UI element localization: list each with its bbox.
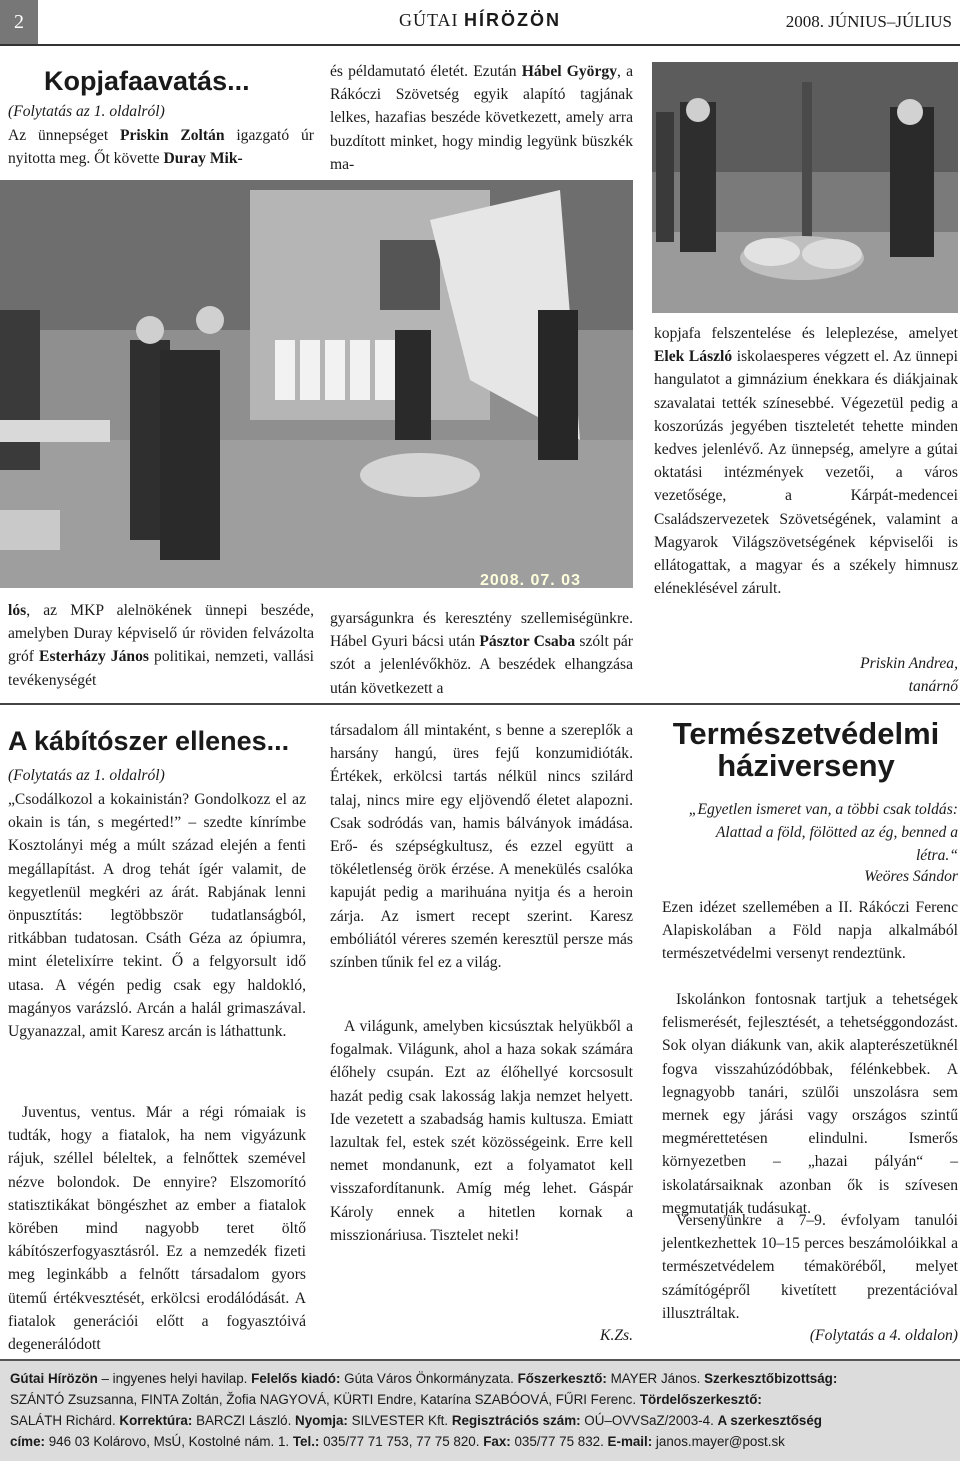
article2-col1-p2: Juventus, ventus. Már a régi rómaiak is tudták, hogy a fiatalok, ha nem vigyázunk rájuk, széllel béleltek, a felnőttek szemével nézve bolondok. De ennyire? Elszomorító statisztikákat böngészhet az ember a fiatalok körében mind nagyobb teret öltő kábítószerfogyasztásról. Ez a nemzedék fizeti meg leginkább a felnőtt társadalom gyors ütemű értékvesztését, erkölcsi erodálódását. A fiatalok generációi előtt a fogyasztóivá degenerálódott [8,1104,306,1354]
article1-col3: kopjafa felszentelése és leleplezése, amelyet Elek László iskolaesperes végzett el. Az ünnepi hangulatot a gimnázium énekkara és diákjainak szavalatai tették színesebbé. Végezetül pedig a koszorúzás jegyében tiszteletét tehette minden kedves jelenlévő. Az ünnepség, amelyre a gútai oktatási intézmények vezetői, a város vezetősége, a Kárpát-medencei Családszervezetek Szövetségének, valamint a Magyarok Világszövetségének képviselői is ellátogattak, a magyar és a székely himnusz eléneklésével zárult. [654,325,959,598]
nature-quote: „Egyetlen ismeret van, a többi csak toldás: Alattad a föld, fölötted az ég, benned a létra.“ [688,801,958,865]
article-title-drugs: A kábítószer ellenes... [8,726,290,756]
header-rule [0,44,960,46]
imprint-line-3: SALÁTH Richárd. Korrektúra: BARCZI László. Nyomja: SILVESTER Kft. Regisztrációs szám: OÚ–OVVSaZ/2003-4. A szerkesztőség [10,1413,822,1428]
article1-author: Priskin Andrea, tanárnő [860,655,958,696]
article2-col1: „Csodálkozol a kokainistán? Gondolkozz el az okain is tán, s megérted!” – szedte kínrímbe Kosztolányi még a múlt század elején a fenti megállapítást. A drog tehát ígér valamit, de kegyetlenül megkéri az árát. Rabjának lenni önpusztítás: legtöbbször tudatlanságból, ritkábban tudatosan. Csáth Géza az ópiumra, mint életelixírre tekint. Ő a felgyorsult idő utasa. A végén pedig csak egy haldokló, magányos varázsló. Arcán a halál grimaszával. Ugyanazzal, amit Karesz arcán is láthattunk. [8,791,306,1041]
nature-quote-author: Weöres Sándor [864,868,958,885]
article1-col2-bottom: gyarságunkra és keresztény szellemiségünkre. Hábel Gyuri bácsi után Pásztor Csaba szólt pár szót a jelenlévőkhöz. A beszédek elhangzása után következett a [330,610,633,697]
article3-continued: (Folytatás a 4. oldalon) [809,1327,958,1344]
photo-date-stamp: 2008. 07. 03 [480,572,581,588]
continued-from-note: (Folytatás az 1. oldalról) [8,103,165,120]
article1-col2-top: és példamutató életét. Ezután Hábel György, a Rákóczi Szövetség egyik alapító tagjának lelkes, hazafias beszéde következett, amely arra buzdított minket, hogy mindig legyünk büszkék ma- [330,63,633,173]
article2-col2-p2: A világunk, amelyben kicsúsztak helyükből a fogalmak. Világunk, ahol a haza sokak számára élőhely csupán. Ezt az élőhellyé korcsosult hazát pedig csak lakosság lakja nemzet helyett. Ide vezetett a szabadság hamis kultusza. Emiatt lazultak fel, estek szét közösségeink. Erre kell nemet mondanunk, ezt a folyamatot kell visszafordítanunk. Amíg még lehet. Gáspár Károly ennek a hitetlen kornak a misszionáriusa. Tisztelet neki! [330,1018,633,1244]
page-number: 2 [0,0,38,44]
masthead-main: HÍRÖZÖN [464,10,562,30]
issue-date: 2008. JÚNIUS–JÚLIUS [785,12,952,31]
article3-p3: Versenyünkre a 7–9. évfolyam tanulói jelentkezhettek 10–15 perces beszámolóikkal a természetvédelem témaköréből, melyet számítógépről kivetített prezentációval illusztráltak. [662,1212,958,1322]
email-link[interactable]: janos.mayer@post.sk [652,1434,785,1449]
continued-from-note-2: (Folytatás az 1. oldalról) [8,767,165,784]
article3-p2: Iskolánkon fontosnak tartjuk a tehetségek felismerését, fejlesztését, a tehetséggondozást. Sok olyan diákunk van, akik alapterészetüknél fogva visszahúzódóbbak, félénkebbek. A legnagyobb tanári, szülői unszolásra sem mernek egy járási vagy országos szintű megmérettetésen elindulni. Ismerős környezetben – „hazai pályán“ – iskolatársaiknak azonban ők is szívesen megmutatják tudásukat. [662,991,958,1217]
imprint-line-1: Gútai Hírözön – ingyenes helyi havilap. Felelős kiadó: Gúta Város Önkormányzata. Főszerkesztő: MAYER János. Szerkesztőbizottság: [10,1371,838,1386]
imprint-line-4: címe: 946 03 Kolárovo, MsÚ, Kostolné nám. 1. Tel.: 035/77 71 753, 77 75 820. Fax: 035/77 75 832. E-mail: janos.mayer@post.sk [10,1434,785,1449]
article1-col1-bottom: lós, az MKP alelnökének ünnepi beszéde, amelyben Duray képviselő úr röviden felvázolta gróf Esterházy János politikai, nemzeti, vallási tevékenységét [8,602,314,689]
article2-author: K.Zs. [600,1327,633,1344]
masthead-prefix: GÚTAI [398,10,459,30]
article-title-nature: Természetvédelmi háziverseny [672,716,940,783]
ceremony-photo-main [0,180,633,588]
article1-col1-top: Az ünnepséget Priskin Zoltán igazgató úr nyitotta meg. Őt követte Duray Mik- [8,127,314,168]
article2-col2-p1: társadalom áll mintaként, s benne a szereplők a harsány hangú, üres fejű konzumidióták. Értékek, erkölcsi tartás nélkül nincs szilárd talaj, nincs mire egy eljövendő életet alapozni. Csak sodródás van, hamis bálványok imádása. Erő- és szépségkultusz, és ezzel együtt a tökéletlenség örök érzése. A menekülés csalóka kapuját pedig a marihuána nyitja és a heroin zárja. Az ismert recept szerint. Karesz embóliától véreres szemén keresztül persze más színben tűnik fel ez a világ. [330,722,633,972]
imprint-footer [0,1359,960,1461]
ceremony-photo-guards [652,62,958,313]
article3-p1: Ezen idézet szellemében a II. Rákóczi Ferenc Alapiskolában a Föld napja alkalmából természetvédelmi versenyt rendeztünk. [662,899,958,963]
imprint-line-2: SZÁNTÓ Zsuzsanna, FINTA Zoltán, Žofia NAGYOVÁ, KÜRTI Endre, Katarína SZABÓOVÁ, FŰRI Ferenc. Tördelőszerkesztő: [10,1392,762,1407]
section-divider [0,703,960,705]
article-title-kopjafa: Kopjafaavatás... [44,66,250,96]
